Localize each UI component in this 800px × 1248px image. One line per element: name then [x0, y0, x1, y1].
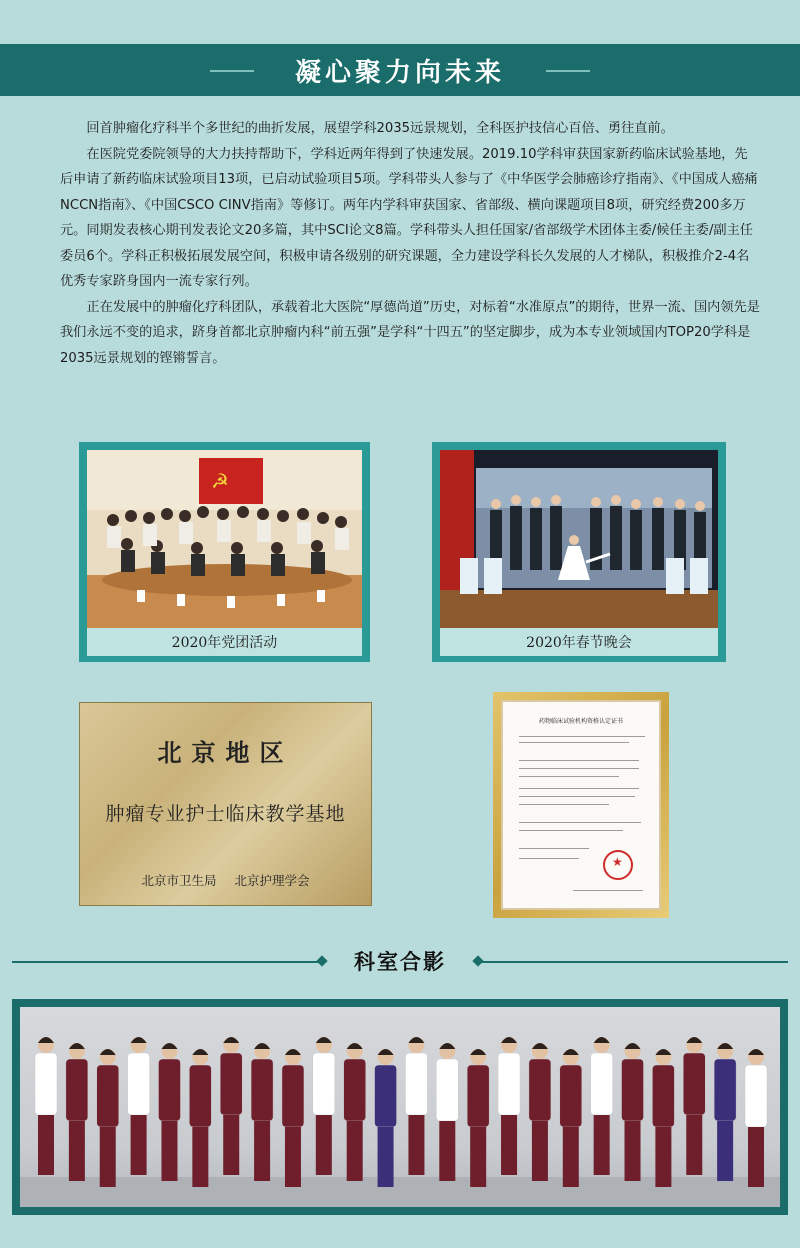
- staff-figure-hair: [100, 1049, 116, 1055]
- staff-figure: [282, 1065, 304, 1127]
- party-activity-photo-frame: [79, 442, 370, 662]
- certificate-frame: [493, 692, 669, 918]
- staff-figure-hair: [594, 1037, 610, 1043]
- section-title: 科室合影: [354, 950, 446, 974]
- staff-figure: [220, 1053, 242, 1115]
- group-photo-image: [20, 1007, 780, 1207]
- certificate-title: 药物临床试验机构资格认定证书: [538, 718, 623, 725]
- staff-figure: [529, 1059, 551, 1121]
- staff-figure: [467, 1065, 489, 1127]
- staff-figure-hair: [563, 1049, 579, 1055]
- divider-ornament-left: [316, 955, 327, 966]
- staff-figure-legs: [69, 1121, 85, 1181]
- spring-gala-caption: 2020年春节晚会: [440, 628, 718, 656]
- staff-figure-hair: [316, 1037, 332, 1043]
- staff-figure-hair: [501, 1037, 517, 1043]
- staff-figure-legs: [439, 1121, 455, 1181]
- staff-figure-legs: [501, 1115, 517, 1175]
- plaque-subtitle: 肿瘤专业护士临床教学基地: [105, 803, 346, 825]
- staff-figure-legs: [594, 1115, 610, 1175]
- intro-paragraph-2: 在医院党委院领导的大力扶持帮助下，学科近两年得到了快速发展。2019.10学科审获国家新药临床试验基地，先后申请了新药临床试验项目13项，已启动试验项目5项。学科带头人参与了《中华医学会肺癌诊疗指南》、《中国成人癌痛NCCN指南》、《中国CSCO CINV指南》等修订。两年内学科审获国家、省部级、横向课题项目8项，研究经费200多万元。同期发表核心期刊发表论文20多篇，其中SCI论文8篇。学科带头人担任国家/省部级学术团体主委/候任主委/副主任委员6个。学科正积极拓展发展空间，积极申请各级别的研究课题，全力建设学科长久发展的人才梯队，积极推介2-4名优秀专家跻身国内一流专家行列。: [60, 146, 758, 289]
- staff-figure-legs: [655, 1127, 671, 1187]
- intro-paragraph-3: 正在发展中的肿瘤化疗科团队，承载着北大医院“厚德尚道”历史，对标着“水准原点”的期待，世界一流、国内领先是我们永远不变的追求，跻身首都北京肿瘤内科“前五强”是学科“十四五”的坚定脚步，成为本专业领域国内TOP20学科是2035远景规划的铿锵誓言。: [60, 299, 760, 366]
- staff-figure-hair: [378, 1049, 394, 1055]
- staff-figure: [591, 1053, 613, 1115]
- spring-gala-image: [440, 450, 718, 630]
- staff-figure: [158, 1059, 180, 1121]
- staff-figure: [128, 1053, 150, 1115]
- staff-figure-hair: [655, 1049, 671, 1055]
- party-activity-photo: [87, 450, 362, 630]
- party-activity-caption: 2020年党团活动: [87, 628, 362, 656]
- plaque-footer: 北京市卫生局 北京护理学会: [141, 873, 310, 888]
- staff-figure: [344, 1059, 366, 1121]
- staff-figure-hair: [470, 1049, 486, 1055]
- plaque-title: 北京地区: [157, 738, 294, 767]
- staff-figure: [375, 1065, 397, 1127]
- staff-figure-legs: [100, 1127, 116, 1187]
- teaching-base-plaque: [79, 702, 372, 906]
- staff-figure-legs: [625, 1121, 641, 1181]
- staff-figure: [35, 1053, 57, 1115]
- staff-figure-hair: [439, 1043, 455, 1049]
- staff-figure: [745, 1065, 767, 1127]
- staff-figure-legs: [285, 1127, 301, 1187]
- staff-figure-legs: [38, 1115, 54, 1175]
- staff-figure: [313, 1053, 335, 1115]
- staff-figure-legs: [161, 1121, 177, 1181]
- staff-figure-hair: [285, 1049, 301, 1055]
- page-title: 凝心聚力向未来: [294, 57, 505, 88]
- staff-figure: [560, 1065, 582, 1127]
- staff-figure-hair: [161, 1043, 177, 1049]
- intro-text: [60, 116, 760, 371]
- staff-figure-hair: [192, 1049, 208, 1055]
- staff-figure-hair: [532, 1043, 548, 1049]
- staff-figure-legs: [192, 1127, 208, 1187]
- staff-figure-hair: [131, 1037, 147, 1043]
- staff-figure-legs: [686, 1115, 702, 1175]
- section-divider-left: [12, 961, 322, 963]
- staff-figure: [714, 1059, 736, 1121]
- staff-figure-legs: [316, 1115, 332, 1175]
- staff-figure-legs: [408, 1115, 424, 1175]
- staff-figure: [251, 1059, 273, 1121]
- staff-figure-hair: [69, 1043, 85, 1049]
- staff-figure-hair: [717, 1043, 733, 1049]
- staff-figure-legs: [347, 1121, 363, 1181]
- staff-figure: [405, 1053, 427, 1115]
- group-photo: [20, 1007, 780, 1207]
- certificate-seal-icon: [603, 850, 633, 880]
- staff-figure-legs: [470, 1127, 486, 1187]
- staff-figure-legs: [532, 1121, 548, 1181]
- staff-figure-hair: [748, 1049, 764, 1055]
- staff-figure-hair: [223, 1037, 239, 1043]
- title-banner: [0, 44, 800, 96]
- staff-figure-hair: [686, 1037, 702, 1043]
- staff-figure: [498, 1053, 520, 1115]
- spring-gala-photo: [440, 450, 718, 630]
- staff-figure: [436, 1059, 458, 1121]
- staff-figure-legs: [563, 1127, 579, 1187]
- staff-figure-legs: [254, 1121, 270, 1181]
- party-activity-image: [87, 450, 362, 630]
- staff-figure: [189, 1065, 211, 1127]
- staff-figure-hair: [38, 1037, 54, 1043]
- staff-figure: [66, 1059, 88, 1121]
- group-photo-frame: [12, 999, 788, 1215]
- certificate: [501, 700, 661, 910]
- staff-figure-legs: [748, 1127, 764, 1187]
- staff-figure: [652, 1065, 674, 1127]
- section-divider-right: [478, 961, 788, 963]
- staff-figure-hair: [408, 1037, 424, 1043]
- staff-figure-hair: [254, 1043, 270, 1049]
- staff-figure: [683, 1053, 705, 1115]
- staff-figure-hair: [347, 1043, 363, 1049]
- intro-paragraph-1: 回首肿瘤化疗科半个多世纪的曲折发展，展望学科2035远景规划，全科医护技信心百倍、勇往直前。: [86, 121, 674, 136]
- staff-figure-legs: [223, 1115, 239, 1175]
- staff-figure: [97, 1065, 119, 1127]
- staff-figure: [622, 1059, 644, 1121]
- staff-figure-hair: [625, 1043, 641, 1049]
- spring-gala-photo-frame: [432, 442, 726, 662]
- staff-figure-legs: [131, 1115, 147, 1175]
- svg-text:☭: ☭: [211, 469, 229, 493]
- staff-figure-legs: [717, 1121, 733, 1181]
- staff-figure-legs: [378, 1127, 394, 1187]
